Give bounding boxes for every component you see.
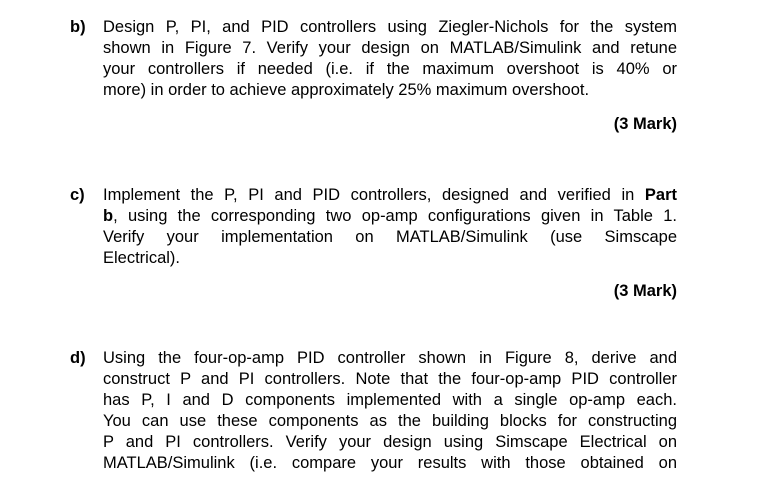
mark-label: (3 Mark) <box>613 282 677 300</box>
mark-label: (3 Mark) <box>613 115 677 133</box>
text-line <box>103 206 677 227</box>
text-line: Electrical). <box>103 249 181 267</box>
question-text <box>103 348 677 474</box>
text-line: Verify your implementation on MATLAB/Simulink (use Simscape <box>103 228 677 246</box>
text-line: You can use these components as the building blocks for constructing <box>103 412 677 430</box>
text-line: Design P, PI, and PID controllers using Ziegler-Nichols for the system <box>103 18 677 36</box>
text-line: P and PI controllers. Verify your design using Simscape Electrical on <box>103 433 677 451</box>
question-text <box>103 17 677 101</box>
bold-text: Part <box>644 186 677 204</box>
text-run: , using the corresponding two op-amp configurations given in Table 1. <box>113 207 677 225</box>
text-line: construct P and PI controllers. Note that the four-op-amp PID controller <box>103 370 677 388</box>
question-label: d) <box>70 349 86 367</box>
question-label: c) <box>70 186 85 204</box>
text-line: Using the four-op-amp PID controller shown in Figure 8, derive and <box>103 349 677 367</box>
question-text <box>103 185 677 269</box>
bold-text: b <box>103 207 114 225</box>
text-run: Implement the P, PI and PID controllers, designed and verified in <box>103 186 645 204</box>
text-line: shown in Figure 7. Verify your design on MATLAB/Simulink and retune <box>103 39 677 57</box>
text-line: MATLAB/Simulink (i.e. compare your results with those obtained on <box>103 454 677 472</box>
text-line: more) in order to achieve approximately 25% maximum overshoot. <box>103 81 590 99</box>
question-label: b) <box>70 18 86 36</box>
text-line: your controllers if needed (i.e. if the maximum overshoot is 40% or <box>103 60 677 78</box>
text-line <box>103 185 677 206</box>
text-line: has P, I and D components implemented with a single op-amp each. <box>103 391 677 409</box>
